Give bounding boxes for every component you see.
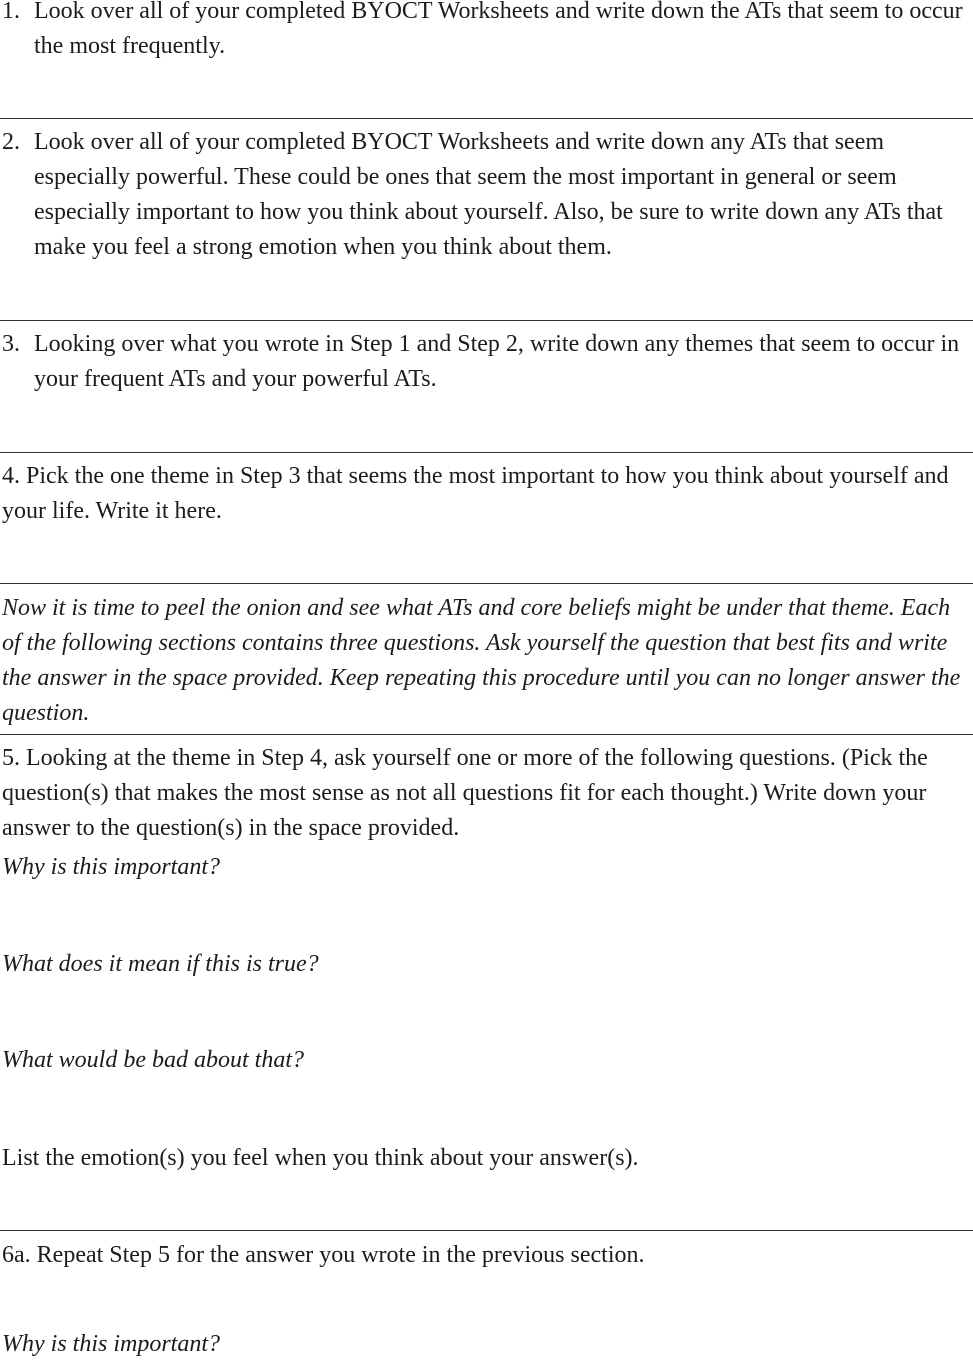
- step-2-number: 2.: [2, 129, 20, 155]
- step-1-answer-line[interactable]: [0, 118, 973, 119]
- step-2-answer-line[interactable]: [0, 320, 973, 321]
- step-5-text: 5. Looking at the theme in Step 4, ask yourself one or more of the following questions. (Pick the question(s) that makes the most sense as not all questions fit for each thought.) Write down your answer to the question(s) in the space provided.: [2, 745, 928, 841]
- step-5-answer-line[interactable]: [0, 1230, 973, 1231]
- step-3-number: 3.: [2, 331, 20, 357]
- instructions-text: Now it is time to peel the onion and see what ATs and core beliefs might be under that theme. Each of the following sections contains three questions. Ask yourself the question that best fits and write the answer in the space provided. Keep repeating this procedure until you can no longer answer the question.: [2, 595, 961, 726]
- step-4-text: 4. Pick the one theme in Step 3 that seems the most important to how you think about yourself and your life. Write it here.: [2, 463, 949, 524]
- step-5-question-why-important: Why is this important?: [2, 854, 221, 880]
- step-4-answer-line[interactable]: [0, 583, 973, 584]
- step-1-text: Look over all of your completed BYOCT Worksheets and write down the ATs that seem to occur the most frequently.: [34, 0, 963, 59]
- step-5-question-what-does-it-mean: What does it mean if this is true?: [2, 951, 319, 977]
- instructions-divider: [0, 734, 973, 735]
- step-2-text: Look over all of your completed BYOCT Worksheets and write down any ATs that seem especially powerful. These could be ones that seem the most important in general or seem especially important to how you think about yourself. Also, be sure to write down any ATs that make you feel a strong emotion when you think about them.: [34, 129, 943, 260]
- step-3-answer-line[interactable]: [0, 452, 973, 453]
- step-5-question-what-would-be-bad: What would be bad about that?: [2, 1047, 304, 1073]
- step-5-emotions-prompt: List the emotion(s) you feel when you think about your answer(s).: [2, 1145, 639, 1171]
- step-1-number: 1.: [2, 0, 20, 24]
- step-6a-text: 6a. Repeat Step 5 for the answer you wrote in the previous section.: [2, 1242, 645, 1268]
- step-6a-question-why-important: Why is this important?: [2, 1331, 221, 1357]
- step-3-text: Looking over what you wrote in Step 1 and Step 2, write down any themes that seem to occur in your frequent ATs and your powerful ATs.: [34, 331, 960, 392]
